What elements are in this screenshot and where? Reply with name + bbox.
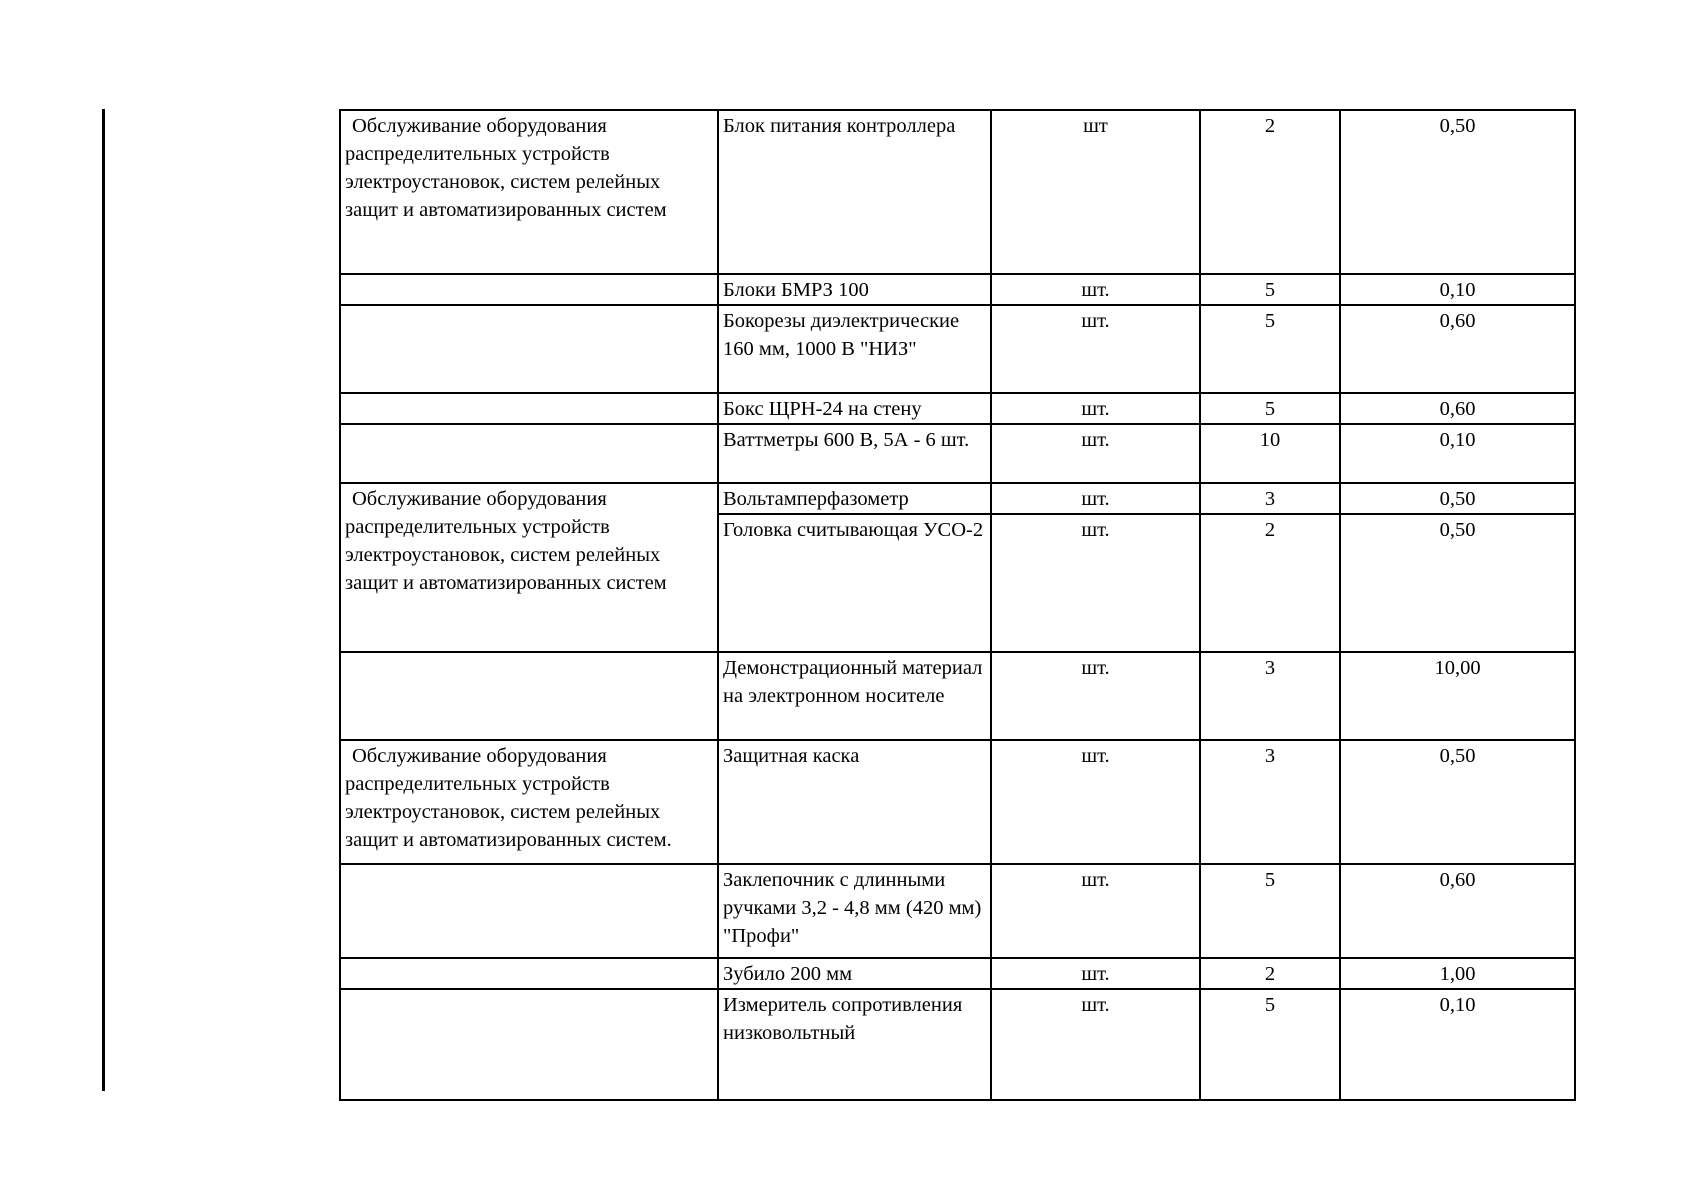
purpose-cell: [340, 305, 718, 393]
unit-cell: шт.: [991, 958, 1200, 989]
item-name-cell: Бокс ЩРН-24 на стену: [718, 393, 991, 424]
norm-cell: 0,10: [1340, 424, 1575, 483]
norm-cell: 0,10: [1340, 274, 1575, 305]
table-row: [340, 989, 1575, 1100]
purpose-cell: [340, 274, 718, 305]
norm-cell: 1,00: [1340, 958, 1575, 989]
item-name-cell: Блоки БМРЗ 100: [718, 274, 991, 305]
table-row: [340, 652, 1575, 740]
purpose-cell: Обслуживание оборудования распределительных устройств электроустановок, систем релейных защит и автоматизированных систем.: [340, 740, 718, 864]
unit-cell: шт.: [991, 864, 1200, 958]
norm-cell: 0,50: [1340, 514, 1575, 652]
quantity-cell: 5: [1200, 864, 1340, 958]
table-row: [340, 110, 1575, 274]
table-row: [340, 274, 1575, 305]
equipment-table: [339, 109, 1576, 1101]
item-name-cell: Демонстрационный материал на электронном носителе: [718, 652, 991, 740]
table-row: [340, 393, 1575, 424]
unit-cell: шт.: [991, 652, 1200, 740]
norm-cell: 0,60: [1340, 393, 1575, 424]
norm-cell: 0,60: [1340, 305, 1575, 393]
item-name-cell: Ваттметры 600 В, 5А - 6 шт.: [718, 424, 991, 483]
norm-cell: 10,00: [1340, 652, 1575, 740]
purpose-cell: Обслуживание оборудования распределительных устройств электроустановок, систем релейных защит и автоматизированных систем: [340, 110, 718, 274]
table-row: [340, 483, 1575, 514]
quantity-cell: 5: [1200, 393, 1340, 424]
item-name-cell: Защитная каска: [718, 740, 991, 864]
table-row: [340, 424, 1575, 483]
unit-cell: шт.: [991, 424, 1200, 483]
quantity-cell: 10: [1200, 424, 1340, 483]
unit-cell: шт.: [991, 274, 1200, 305]
table-row: [340, 864, 1575, 958]
unit-cell: шт.: [991, 740, 1200, 864]
item-name-cell: Измеритель сопротивления низковольтный: [718, 989, 991, 1100]
table-row: [340, 740, 1575, 864]
norm-cell: 0,50: [1340, 740, 1575, 864]
table-row: [340, 305, 1575, 393]
quantity-cell: 3: [1200, 652, 1340, 740]
unit-cell: шт.: [991, 393, 1200, 424]
purpose-cell: [340, 424, 718, 483]
item-name-cell: Блок питания контроллера: [718, 110, 991, 274]
unit-cell: шт.: [991, 514, 1200, 652]
purpose-cell: [340, 989, 718, 1100]
purpose-cell: Обслуживание оборудования распределительных устройств электроустановок, систем релейных защит и автоматизированных систем: [340, 483, 718, 652]
unit-cell: шт.: [991, 989, 1200, 1100]
quantity-cell: 5: [1200, 989, 1340, 1100]
norm-cell: 0,10: [1340, 989, 1575, 1100]
quantity-cell: 2: [1200, 110, 1340, 274]
quantity-cell: 3: [1200, 483, 1340, 514]
purpose-cell: [340, 958, 718, 989]
purpose-cell: [340, 652, 718, 740]
table-row: [340, 958, 1575, 989]
unit-cell: шт.: [991, 483, 1200, 514]
quantity-cell: 3: [1200, 740, 1340, 864]
item-name-cell: Заклепочник с длинными ручками 3,2 - 4,8 мм (420 мм) "Профи": [718, 864, 991, 958]
item-name-cell: Вольтамперфазометр: [718, 483, 991, 514]
item-name-cell: Головка считывающая УСО-2: [718, 514, 991, 652]
unit-cell: шт: [991, 110, 1200, 274]
item-name-cell: Бокорезы диэлектрические 160 мм, 1000 В "НИЗ": [718, 305, 991, 393]
quantity-cell: 2: [1200, 958, 1340, 989]
unit-cell: шт.: [991, 305, 1200, 393]
quantity-cell: 2: [1200, 514, 1340, 652]
norm-cell: 0,60: [1340, 864, 1575, 958]
quantity-cell: 5: [1200, 274, 1340, 305]
purpose-cell: [340, 393, 718, 424]
norm-cell: 0,50: [1340, 483, 1575, 514]
purpose-cell: [340, 864, 718, 958]
item-name-cell: Зубило 200 мм: [718, 958, 991, 989]
norm-cell: 0,50: [1340, 110, 1575, 274]
quantity-cell: 5: [1200, 305, 1340, 393]
left-margin-line: [102, 109, 105, 1091]
